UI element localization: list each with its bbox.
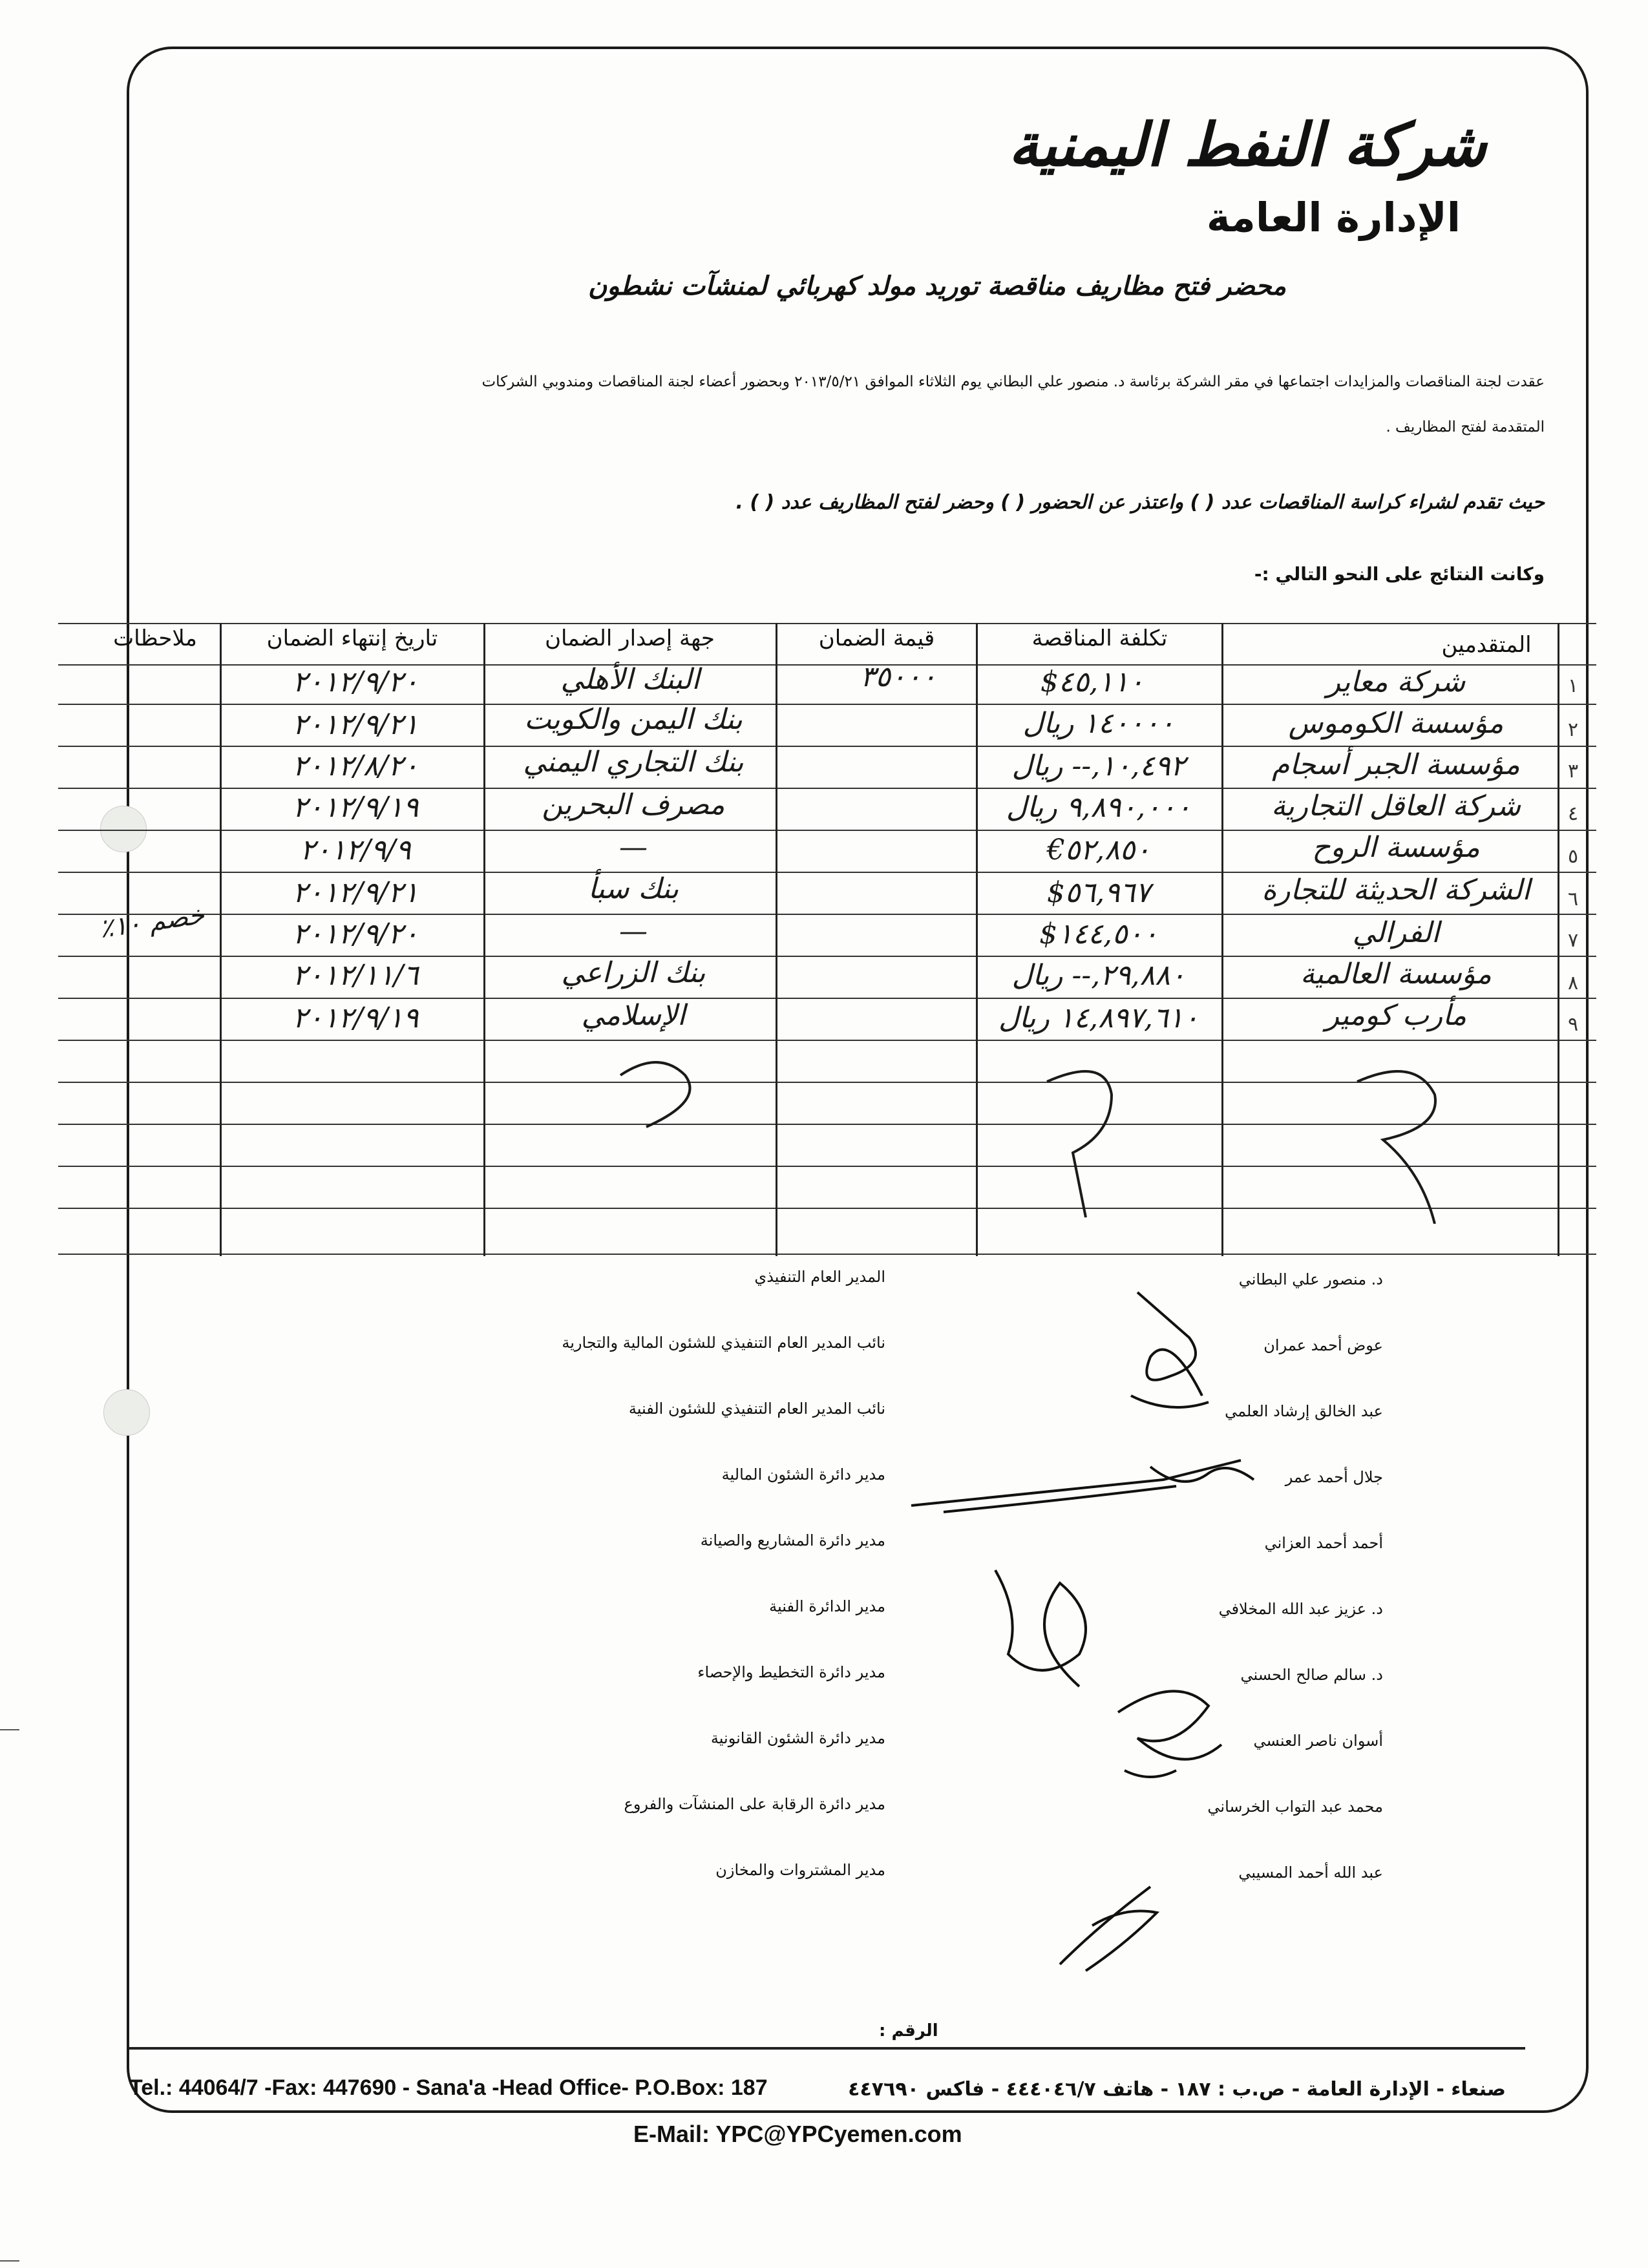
col-header-guarantee-value: قيمة الضمان	[818, 625, 935, 651]
guarantee-issuer: بنك التجاري اليمني	[523, 746, 744, 779]
tender-cost: €٥٢,٨٥٠	[1046, 834, 1151, 866]
tender-cost: ١٤٠٠٠٠ ريال	[1022, 707, 1175, 740]
footer-contact-ar: صنعاء - الإدارة العامة - ص.ب : ١٨٧ - هاتف ٤٤٤٠٤٦/٧ - فاكس ٤٤٧٦٩٠	[848, 2078, 1506, 2101]
punch-hole	[103, 1389, 150, 1436]
row-number: ٣	[1568, 760, 1579, 782]
intro-line-1: عقدت لجنة المناقصات والمزايدات اجتماعها في مقر الشركة برئاسة د. منصور علي البطاني يوم الثلاثاء الموافق ٢٠١٣/٥/٢١ وبحضور أعضاء لجنة المناقصات ومندوبي الشركات	[481, 373, 1545, 390]
guarantee-expiry: ٢٠١٢/٩/٢٠	[292, 666, 419, 698]
company-name: شركة النفط اليمنية	[1008, 110, 1486, 180]
row-number: ٤	[1568, 803, 1579, 825]
member-title: مدير دائرة الشئون القانونية	[710, 1729, 885, 1747]
applicant-name: شركة العاقل التجارية	[1271, 790, 1521, 823]
handwritten-signature	[982, 1557, 1112, 1699]
tender-cost: ١٤,٨٩٧,٦١٠ ريال	[998, 1002, 1199, 1034]
handwritten-signature	[1047, 1874, 1176, 1977]
footer-divider	[129, 2047, 1525, 2050]
tender-cost: $١٤٤,٥٠٠	[1039, 918, 1158, 950]
footer-email: E-Mail: YPC@YPCyemen.com	[633, 2121, 962, 2147]
handwritten-signature	[905, 1454, 1267, 1525]
tender-cost: $٥٦,٩٦٧	[1046, 876, 1151, 909]
guarantee-expiry: ٢٠١٢/٩/١٩	[292, 791, 419, 824]
applicant-name: مؤسسة العالمية	[1300, 958, 1492, 991]
footer-contact-en: Tel.: 44064/7 -Fax: 447690 - Sana'a -Head Office- P.O.Box: 187	[129, 2075, 768, 2100]
col-header-cost: تكلفة المناقصة	[1031, 625, 1168, 651]
scan-edge-mark	[0, 2260, 19, 2262]
applicant-name: شركة معاير	[1326, 666, 1466, 698]
member-title: مدير دائرة الشئون المالية	[721, 1465, 885, 1484]
document-subject: محضر فتح مظاريف مناقصة توريد مولد كهربائي لمنشآت نشطون	[587, 271, 1286, 301]
results-intro: وكانت النتائج على النحو التالي :-	[1254, 563, 1545, 585]
row-number: ١	[1568, 675, 1579, 697]
tender-cost: $٤٥,١١٠	[1040, 666, 1145, 698]
member-title: نائب المدير العام التنفيذي للشئون المالية والتجارية	[562, 1334, 885, 1352]
col-header-notes: ملاحظات	[113, 625, 197, 651]
tender-cost: ٢٩,٨٨٠,-- ريال	[1011, 959, 1186, 992]
member-name: أسوان ناصر العنسي	[1253, 1732, 1383, 1750]
member-name: أحمد أحمد العزاني	[1264, 1534, 1383, 1552]
guarantee-expiry: ٢٠١٢/٩/٢١	[292, 876, 419, 909]
applicant-name: مؤسسة الكوموس	[1288, 707, 1504, 740]
closing-scribble	[607, 1049, 737, 1140]
member-name: محمد عبد التواب الخرساني	[1207, 1798, 1383, 1816]
intro-line-3: حيث تقدم لشراء كراسة المناقصات عدد ( ) واعتذر عن الحضور ( ) وحضر لفتح المظاريف عدد ( ) .	[735, 491, 1545, 514]
col-header-issuer: جهة إصدار الضمان	[545, 625, 715, 651]
guarantee-expiry: ٢٠١٢/١١/٦	[292, 959, 419, 992]
handwritten-signature	[1112, 1279, 1228, 1422]
row-note: خصم ١٠٪	[97, 899, 207, 945]
member-name: د. سالم صالح الحسني	[1240, 1666, 1383, 1684]
guarantee-expiry: ٢٠١٢/٩/١٩	[292, 1002, 419, 1034]
row-number: ٥	[1568, 845, 1579, 868]
row-number: ٦	[1568, 888, 1579, 910]
applicant-name: الفرالي	[1352, 916, 1440, 949]
guarantee-issuer: الإسلامي	[581, 999, 686, 1032]
guarantee-issuer: بنك الزراعي	[561, 956, 706, 989]
member-name: د. منصور علي البطاني	[1238, 1270, 1383, 1288]
guarantee-value: ٣٥٠٠٠	[860, 660, 937, 693]
tender-cost: ١٠,٤٩٢,-- ريال	[1011, 750, 1186, 782]
member-title: مدير دائرة المشاريع والصيانة	[700, 1531, 885, 1549]
member-name: د. عزيز عبد الله المخلافي	[1218, 1600, 1383, 1618]
member-title: مدير دائرة التخطيط والإحصاء	[697, 1663, 885, 1681]
guarantee-issuer: —	[619, 915, 648, 948]
tender-cost: ٩,٨٩٠,٠٠٠ ريال	[1006, 791, 1192, 824]
col-header-expiry: تاريخ إنتهاء الضمان	[266, 625, 438, 651]
member-name: عوض أحمد عمران	[1263, 1336, 1383, 1354]
guarantee-issuer: البنك الأهلي	[560, 663, 700, 696]
guarantee-issuer: بنك سبأ	[587, 872, 679, 905]
member-title: المدير العام التنفيذي	[754, 1268, 885, 1286]
row-number: ٧	[1568, 929, 1579, 952]
guarantee-issuer: مصرف البحرين	[542, 788, 725, 821]
intro-line-2: المتقدمة لفتح المظاريف .	[1386, 419, 1545, 436]
guarantee-expiry: ٢٠١٢/٨/٢٠	[292, 750, 419, 782]
scan-edge-mark	[0, 1729, 19, 1730]
department-title: الإدارة العامة	[1206, 194, 1461, 241]
member-name: عبد الله أحمد المسيبي	[1238, 1864, 1383, 1882]
member-name: عبد الخالق إرشاد العلمي	[1225, 1402, 1383, 1420]
member-title: نائب المدير العام التنفيذي للشئون الفنية	[628, 1400, 885, 1418]
member-title: مدير الدائرة الفنية	[769, 1597, 885, 1615]
row-number: ٩	[1568, 1013, 1579, 1036]
member-name: جلال أحمد عمر	[1285, 1468, 1383, 1486]
applicant-name: مؤسسة الروح	[1312, 831, 1480, 864]
guarantee-issuer: —	[619, 831, 648, 864]
guarantee-expiry: ٢٠١٢/٩/٩	[300, 834, 411, 866]
reference-number-label: الرقم :	[879, 2021, 938, 2041]
col-header-applicants: المتقدمين	[1441, 632, 1532, 658]
handwritten-signature	[1099, 1674, 1241, 1796]
applicant-name: مأرب كومير	[1325, 999, 1467, 1032]
applicant-name: الشركة الحديثة للتجارة	[1262, 874, 1530, 907]
closing-scribble	[1028, 1056, 1157, 1224]
row-number: ٨	[1568, 972, 1579, 994]
applicant-name: مؤسسة الجبر أسجام	[1272, 748, 1520, 781]
guarantee-issuer: بنك اليمن والكويت	[524, 703, 743, 736]
row-number: ٢	[1568, 719, 1579, 741]
guarantee-expiry: ٢٠١٢/٩/٢١	[292, 708, 419, 741]
guarantee-expiry: ٢٠١٢/٩/٢٠	[292, 918, 419, 950]
closing-scribble	[1344, 1056, 1486, 1224]
member-title: مدير دائرة الرقابة على المنشآت والفروع	[624, 1795, 885, 1813]
member-title: مدير المشتروات والمخازن	[715, 1861, 885, 1879]
results-table	[58, 623, 1596, 1256]
